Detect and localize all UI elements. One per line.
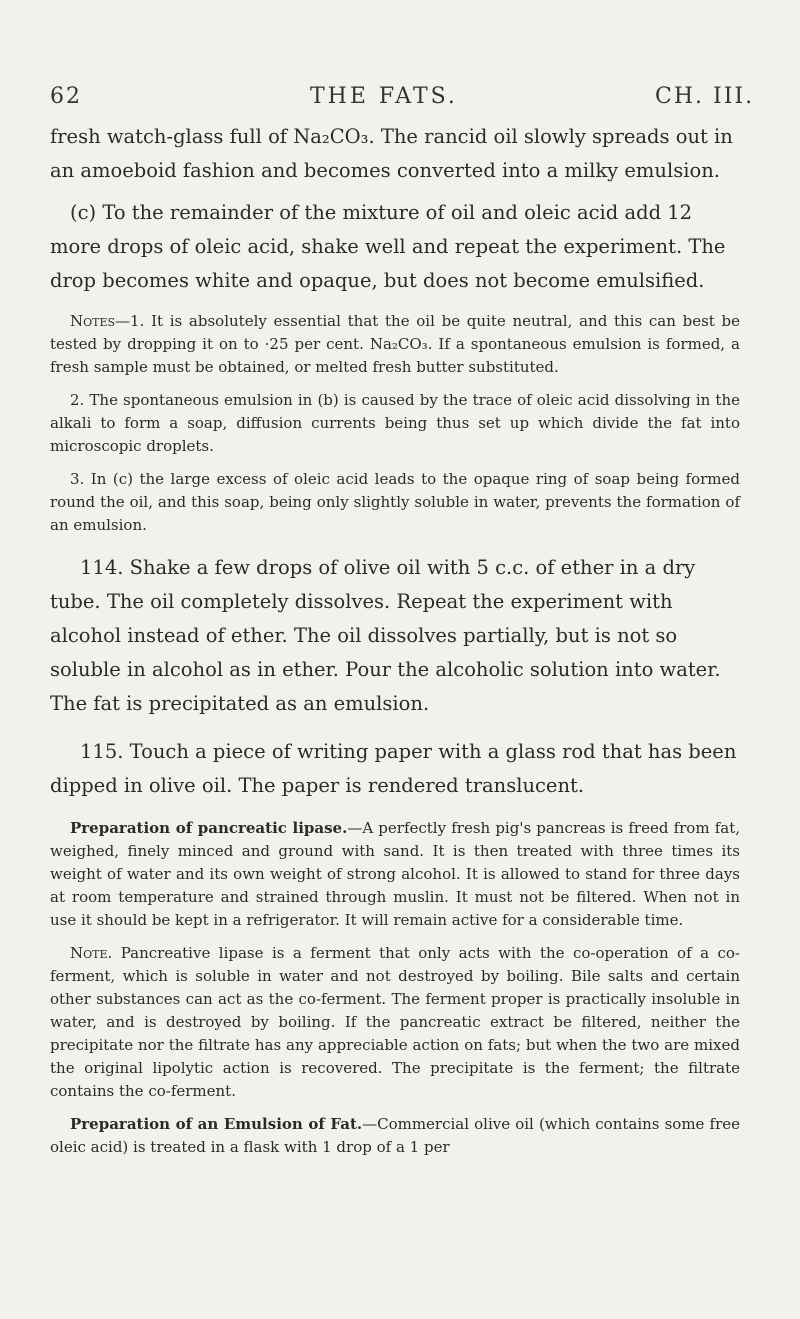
lipase-preparation: [50, 817, 740, 932]
paragraph-115: 115. Touch a piece of writing paper with a glass rod that has been dipped in olive oil. The paper is rendered translucent.: [50, 740, 737, 797]
lipase-note: [50, 942, 740, 1103]
page-body: [50, 120, 740, 1159]
note-3: 3. In (c) the large excess of oleic acid leads to the opaque ring of soap being formed round the oil, and this soap, being only slightly soluble in water, prevents the formation of an emulsion.: [50, 470, 740, 534]
emulsion-text: —Commercial olive oil (which contains some free oleic acid) is treated in a flask with 1 drop of a 1 per: [50, 1115, 740, 1156]
emulsion-heading: Preparation of an Emulsion of Fat.: [70, 1115, 363, 1133]
lipase-text: —A perfectly fresh pig's pancreas is freed from fat, weighed, finely minced and ground with sand. It is then treated with three times its weight of water and its own weight of strong alcohol. It is allowed to stand for three days at room temperature and strained through muslin. It must not be filtered. When not in use it should be kept in a refrigerator. It will remain active for a considerable time.: [50, 819, 740, 929]
lipase-heading: Preparation of pancreatic lipase.: [70, 819, 348, 837]
lipase-note-text: . Pancreative lipase is a ferment that only acts with the co-operation of a co-ferment, which is soluble in water and not destroyed by boiling. Bile salts and certain other substances can act as the co-ferment. The ferment proper is practically insoluble in water, and is destroyed by boiling. If the pancreatic extract be filtered, neither the precipitate nor the filtrate has any appreciable action on fats; but when the two are mixed the original lipolytic action is recovered. The precipitate is the ferment; the filtrate contains the co-ferment.: [50, 944, 740, 1100]
paragraph-continuation: fresh watch-glass full of Na₂CO₃. The rancid oil slowly spreads out in an amoeboid fashion and becomes converted into a milky emulsion.: [50, 125, 733, 182]
running-title: THE FATS.: [310, 84, 458, 109]
chapter-label: CH. III.: [655, 84, 755, 109]
note-label: Note: [70, 944, 108, 962]
note-2: 2. The spontaneous emulsion in (b) is caused by the trace of oleic acid dissolving in the alkali to form a soap, diffusion currents being thus set up which divide the fat into microscopic droplets.: [50, 391, 740, 455]
note-1-text: —1. It is absolutely essential that the oil be quite neutral, and this can best be tested by dropping it on to ·25 per cent. Na₂CO₃. If a spontaneous emulsion is formed, a fresh sample must be obtained, or melted fresh butter substituted.: [50, 312, 740, 376]
emulsion-preparation: [50, 1113, 740, 1159]
paragraph-step-c: (c) To the remainder of the mixture of oil and oleic acid add 12 more drops of oleic acid, shake well and repeat the experiment. The drop becomes white and opaque, but does not become emulsified.: [50, 201, 726, 292]
notes-label: Notes: [70, 312, 116, 330]
paragraph-114: 114. Shake a few drops of olive oil with 5 c.c. of ether in a dry tube. The oil completely dissolves. Repeat the experiment with alcohol instead of ether. The oil dissolves partially, but is not so soluble in alcohol as in ether. Pour the alcoholic solution into water. The fat is precipitated as an emulsion.: [50, 556, 721, 715]
page-number: 62: [50, 84, 82, 109]
notes-note-1: [50, 310, 740, 379]
